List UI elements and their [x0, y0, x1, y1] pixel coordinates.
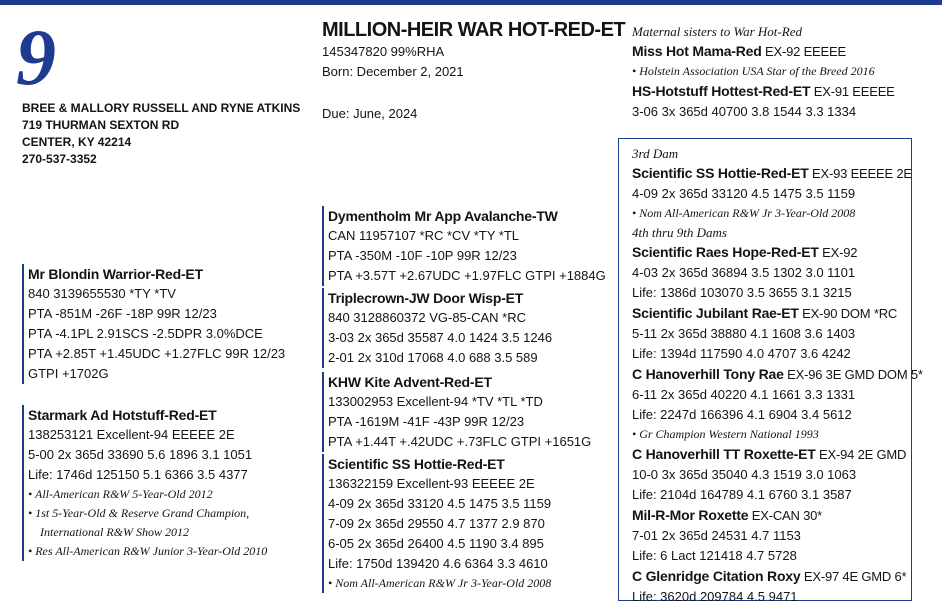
dam-entry-record: Life: 2104d 164789 4.1 6760 3.1 3587: [632, 487, 852, 502]
sister-honor: • Holstein Association USA Star of the Breed 2016: [632, 64, 875, 78]
sire-line: PTA +2.85T +1.45UDC +1.27FLC 99R 12/23: [28, 346, 286, 361]
dam-entry-honor: • Gr Champion Western National 1993: [632, 427, 819, 441]
sire-dam-line: 3-03 2x 365d 35587 4.0 1424 3.5 1246: [328, 330, 553, 345]
fourth-dams-label: 4th thru 9th Dams: [632, 225, 727, 240]
sire-block: [22, 264, 285, 384]
dam-sire-line: 133002953 Excellent-94 *TV *TL *TD: [328, 394, 543, 409]
sire-name: Mr Blondin Warrior-Red-ET: [28, 266, 203, 282]
bullet-icon: •: [328, 576, 333, 590]
maternal-header: Maternal sisters to War Hot-Red: [632, 24, 802, 39]
bullet-icon: •: [28, 506, 33, 520]
consignor-street: 719 THURMAN SEXTON RD: [22, 118, 180, 132]
consignor-address: [22, 100, 300, 168]
bullet-icon: •: [28, 487, 33, 501]
dam-honor: • All-American R&W 5-Year-Old 2012: [28, 487, 213, 501]
dam-honor: • 1st 5-Year-Old & Reserve Grand Champion,: [28, 506, 250, 520]
dam-entry-record: 10-0 3x 365d 35040 4.3 1519 3.0 1063: [632, 467, 857, 482]
dam-dam-line: 7-09 2x 365d 29550 4.7 1377 2.9 870: [328, 516, 545, 531]
dam-dam-line: 6-05 2x 365d 26400 4.5 1190 3.4 895: [328, 536, 544, 551]
consignor-phone: 270-537-3352: [22, 152, 97, 166]
sister-name: HS-Hotstuff Hottest-Red-ET EX-91 EEEEE: [632, 83, 895, 99]
dam-entry-record: Life: 2247d 166396 4.1 6904 3.4 5612: [632, 407, 852, 422]
dam-entry-honor: • Nom All-American R&W Jr 3-Year-Old 2008: [632, 206, 856, 220]
dam-dam-name: Scientific SS Hottie-Red-ET: [328, 456, 505, 472]
dam-dam-honor: • Nom All-American R&W Jr 3-Year-Old 2008: [328, 576, 552, 590]
dam-sire-line: PTA -1619M -41F -43P 99R 12/23: [328, 414, 525, 429]
sire-sire-name: Dymentholm Mr App Avalanche-TW: [328, 208, 558, 224]
dams-list: [632, 144, 923, 607]
dam-entry-record: Life: 1386d 103070 3.5 3655 3.1 3215: [632, 285, 852, 300]
sire-dam-name: Triplecrown-JW Door Wisp-ET: [328, 290, 524, 306]
dam-entry-record: 4-03 2x 365d 36894 3.5 1302 3.0 1101: [632, 265, 856, 280]
dam-entry-name: Scientific Jubilant Rae-ET EX-90 DOM *RC: [632, 305, 898, 321]
maternal-sisters: [632, 22, 895, 122]
dam-entry-record: Life: 3620d 209784 4.5 9471: [632, 589, 798, 604]
sire-line: PTA -851M -26F -18P 99R 12/23: [28, 306, 217, 321]
sire-sire-block: [322, 206, 606, 286]
dam-entry-name: Mil-R-Mor Roxette EX-CAN 30*: [632, 507, 823, 523]
dam-sire-block: [322, 372, 591, 452]
animal-birthdate: Born: December 2, 2021: [322, 64, 464, 79]
dam-entry-name: Scientific SS Hottie-Red-ET EX-93 EEEEE 2E: [632, 165, 912, 181]
dam-sire-line: PTA +1.44T +.42UDC +.73FLC GTPI +1651G: [328, 434, 592, 449]
bullet-icon: •: [632, 427, 637, 441]
sire-dam-line: 2-01 2x 310d 17068 4.0 688 3.5 589: [328, 350, 538, 365]
sister-record: 3-06 3x 365d 40700 3.8 1544 3.3 1334: [632, 104, 857, 119]
dam-dam-line: 136322159 Excellent-93 EEEEE 2E: [328, 476, 535, 491]
dam-entry-record: 6-11 2x 365d 40220 4.1 1661 3.3 1331: [632, 387, 856, 402]
top-accent-bar: [0, 0, 942, 5]
sister-name: Miss Hot Mama-Red EX-92 EEEEE: [632, 43, 846, 59]
dam-block: [22, 405, 267, 561]
dam-sire-name: KHW Kite Advent-Red-ET: [328, 374, 492, 390]
sire-line: PTA -4.1PL 2.91SCS -2.5DPR 3.0%DCE: [28, 326, 263, 341]
dam-line: Life: 1746d 125150 5.1 6366 3.5 4377: [28, 467, 248, 482]
dam-entry-name: C Glenridge Citation Roxy EX-97 4E GMD 6*: [632, 568, 907, 584]
third-dam-label: 3rd Dam: [632, 146, 679, 161]
animal-name: MILLION-HEIR WAR HOT-RED-ET: [322, 19, 626, 41]
dam-entry-record: 4-09 2x 365d 33120 4.5 1475 3.5 1159: [632, 186, 856, 201]
dam-dam-block: [322, 454, 551, 593]
dam-entry-record: Life: 1394d 117590 4.0 4707 3.6 4242: [632, 346, 851, 361]
sire-dam-block: [322, 288, 552, 368]
dam-entry-record: 7-01 2x 365d 24531 4.7 1153: [632, 528, 801, 543]
dam-honor: • Res All-American R&W Junior 3-Year-Old 2010: [28, 544, 268, 558]
sire-line: 840 3139655530 *TY *TV: [28, 286, 176, 301]
sire-sire-line: PTA +3.57T +2.67UDC +1.97FLC GTPI +1884G: [328, 268, 606, 283]
dam-line: 138253121 Excellent-94 EEEEE 2E: [28, 427, 235, 442]
dam-name: Starmark Ad Hotstuff-Red-ET: [28, 407, 217, 423]
bullet-icon: •: [632, 206, 637, 220]
bullet-icon: •: [28, 544, 33, 558]
dam-honor-cont: International R&W Show 2012: [40, 525, 189, 539]
dam-entry-name: C Hanoverhill Tony Rae EX-96 3E GMD DOM 5*: [632, 366, 923, 382]
dam-line: 5-00 2x 365d 33690 5.6 1896 3.1 1051: [28, 447, 253, 462]
due-date: Due: June, 2024: [322, 106, 418, 121]
lot-number: 9: [16, 14, 56, 102]
consignor-name: BREE & MALLORY RUSSELL AND RYNE ATKINS: [22, 101, 301, 115]
dam-entry-record: Life: 6 Lact 121418 4.7 5728: [632, 548, 797, 563]
animal-registration: 145347820 99%RHA: [322, 44, 445, 59]
sire-sire-line: CAN 11957107 *RC *CV *TY *TL: [328, 228, 520, 243]
dam-dam-line: 4-09 2x 365d 33120 4.5 1475 3.5 1159: [328, 496, 552, 511]
dam-entry-name: C Hanoverhill TT Roxette-ET EX-94 2E GMD: [632, 446, 907, 462]
dam-entry-record: 5-11 2x 365d 38880 4.1 1608 3.6 1403: [632, 326, 856, 341]
animal-heading: [322, 18, 625, 82]
sire-sire-line: PTA -350M -10F -10P 99R 12/23: [328, 248, 517, 263]
bullet-icon: •: [632, 64, 637, 78]
sire-dam-line: 840 3128860372 VG-85-CAN *RC: [328, 310, 527, 325]
consignor-city: CENTER, KY 42214: [22, 135, 132, 149]
sire-line: GTPI +1702G: [28, 366, 109, 381]
dam-entry-name: Scientific Raes Hope-Red-ET EX-92: [632, 244, 858, 260]
dam-dam-line: Life: 1750d 139420 4.6 6364 3.3 4610: [328, 556, 548, 571]
